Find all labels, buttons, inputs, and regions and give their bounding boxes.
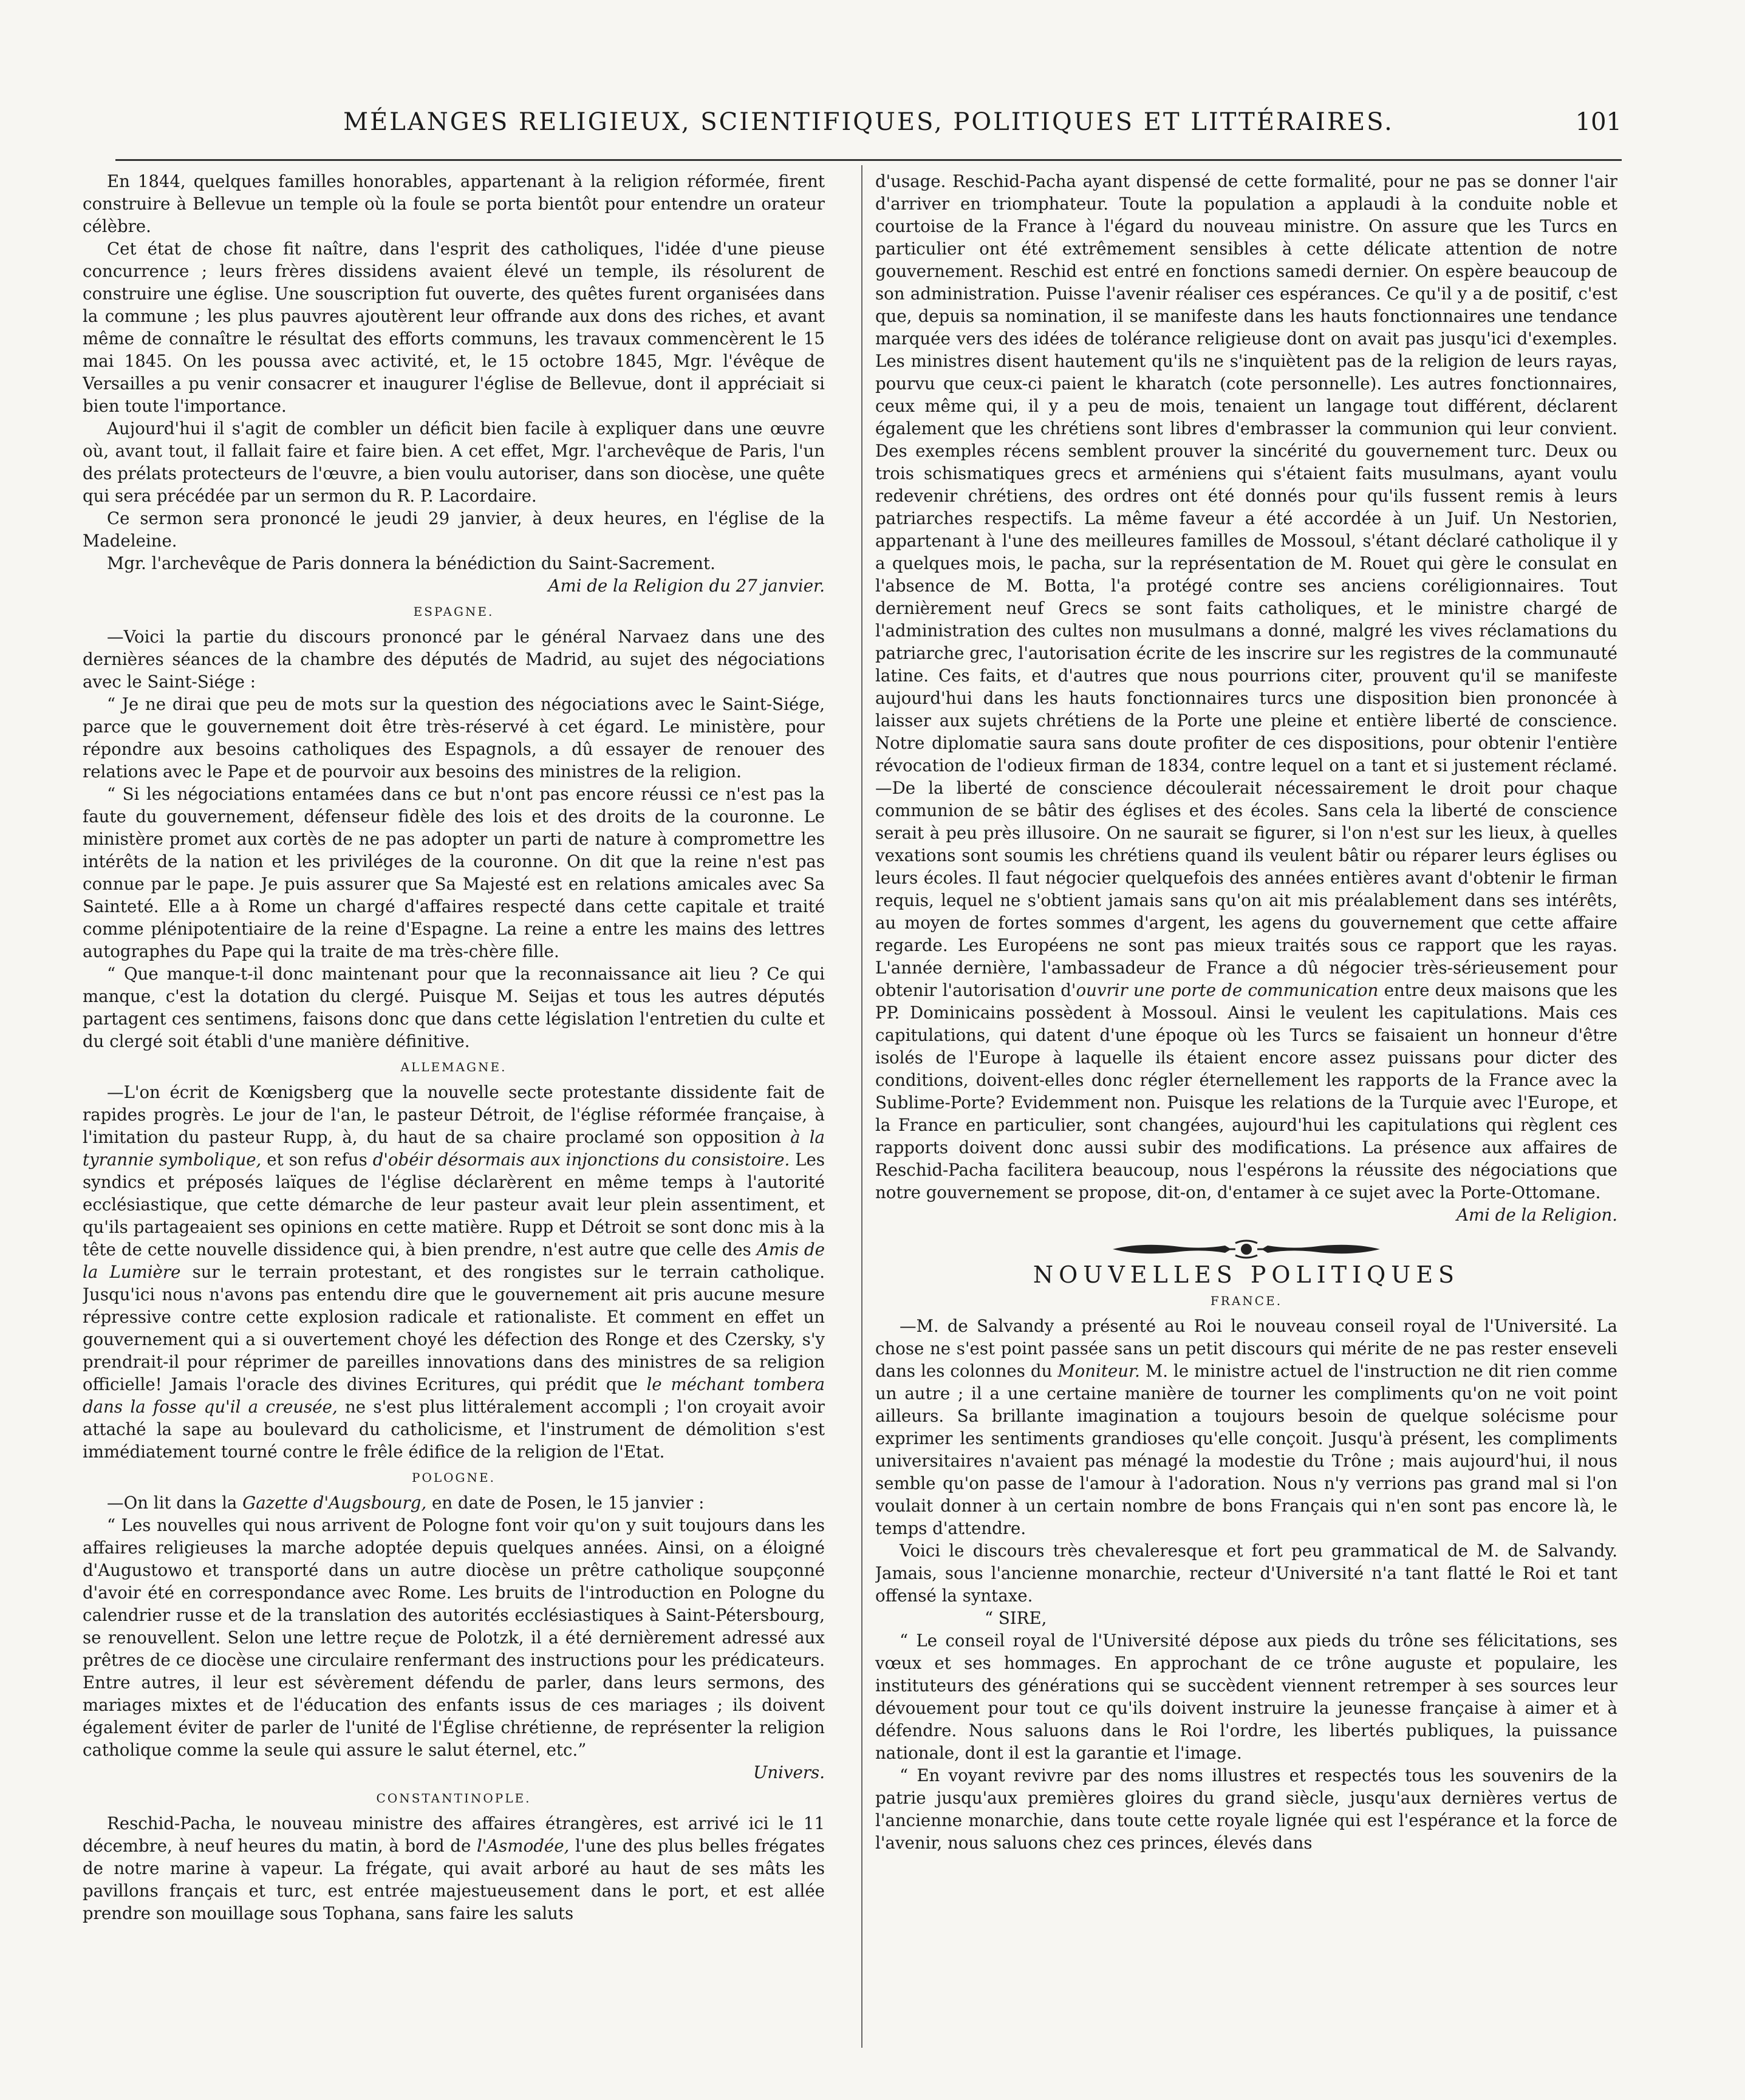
text-run: entre deux maisons que les PP. Dominicains possèdent à Mossoul. Ainsi le veulent les capitulations. Mais ces capitulations, qui datent d'une époque où les Turcs se faisaient un honneur d'être isolés de l'Europe à laquelle ils étaient encore assez puissans pour dicter des conditions, doivent-elles donc régler éternellement les rapports de la France avec la Sublime-Porte? Evidemment non. Puisque les relations de la Turquie avec l'Europe, et la France en particulier, sont changées, aujourd'hui les capitulations qui règlent ces rapports doivent donc aussi subir des modifications. La présence aux affaires de Reschid-Pacha facilitera beaucoup, nous l'espérons la réussite des négociations que notre gouvernement se propose, dit-on, d'entamer à ce sujet avec la Porte-Ottomane. [875, 980, 1617, 1202]
paragraph: Aujourd'hui il s'agit de combler un déficit bien facile à expliquer dans une œuvre où, avant tout, il fallait faire et faire bien. A cet effet, Mgr. l'archevêque de Paris, l'un des prélats protecteurs de l'œuvre, a bien voulu autoriser, dans son diocèse, une quête qui sera précédée par un sermon du R. P. Lacordaire. [83, 418, 825, 506]
text-run: Reschid-Pacha, le nouveau ministre des affaires étrangères, est arrivé ici le 11 décembre, à neuf heures du matin, à bord de [83, 1813, 825, 1856]
header-rule [115, 159, 1622, 161]
paragraph: “ Je ne dirai que peu de mots sur la question des négociations avec le Saint-Siége, parce que le gouvernement doit être très-réservé à cet égard. Le ministère, pour répondre aux besoins catholiques des Espagnols, a dû essayer de renouer des relations avec le Pape et de pourvoir aux besoins des ministres de la religion. [83, 694, 825, 782]
salutation: “ SIRE, [985, 1608, 1047, 1628]
text-run: et son refus [267, 1150, 367, 1170]
italic-run: Amis de la Lumière [83, 1239, 825, 1282]
paragraph: “ Si les négociations entamées dans ce but n'ont pas encore réussi ce n'est pas la faute du gouvernement, défenseur fidèle des lois et des droits de la couronne. Le ministère promet aux cortès de ne pas adopter un parti de nature à compromettre les intérêts de la nation et les priviléges de la couronne. On dit que la reine n'est pas connue par le pape. Je puis assurer que Sa Majesté est en relations amicales avec Sa Sainteté. Elle a à Rome un chargé d'affaires respecté dans cette capitale et traité comme plénipotentiaire de la reine d'Espagne. La reine a entre les mains des lettres autographes du Pape qui la traite de ma très-chère fille. [83, 784, 825, 961]
section-heading-nouvelles: NOUVELLES POLITIQUES [1033, 1261, 1460, 1288]
source-signature: Ami de la Religion. [1456, 1205, 1617, 1225]
italic-run: le méchant tombera dans la fosse qu'il a creusée, [83, 1374, 825, 1417]
page-header [115, 108, 1622, 151]
paragraph [83, 1081, 825, 1463]
paragraph: Voici le discours très chevaleresque et fort peu grammatical de M. de Salvandy. Jamais, sous l'ancienne monarchie, recteur d'Université n'a tant flatté le Roi et tant offensé la syntaxe. [875, 1541, 1617, 1606]
text-run: en date de Posen, le 15 janvier : [432, 1493, 705, 1513]
text-run: M. le ministre actuel de l'instruction ne dit rien comme un autre ; il a une certaine manière de tourner les compliments qu'on ne voit point ailleurs. Sa brillante imagination a toujours besoin de quelque solécisme pour exprimer les sentiments grandioses qu'elle conçoit. Jusqu'à présent, les compliments universitaires n'avaient pas ménagé la modestie du Trône ; mais aujourd'hui, il nous semble qu'on passe de l'amour à l'adoration. Nous n'y verrions pas grand mal si l'on voulait donner à un certain nombre de bons Français qui n'en sont pas encore là, le temps d'attendre. [875, 1361, 1617, 1538]
text-run: —M. de Salvandy a présenté au Roi le nouveau conseil royal de l'Université. La chose ne s'est point passée sans un petit discours qui mérite de ne pas rester enseveli dans les colonnes du [875, 1316, 1617, 1381]
section-heading-constantinople: CONSTANTINOPLE. [376, 1791, 531, 1805]
italic-run: à la tyrannie symbolique, [83, 1127, 825, 1170]
paragraph: En 1844, quelques familles honorables, appartenant à la religion réformée, firent construire à Bellevue un temple où la foule se porta bientôt pour entendre un orateur célèbre. [83, 171, 825, 236]
text-run: —On lit dans la [107, 1493, 237, 1513]
section-heading-france: FRANCE. [1210, 1294, 1283, 1308]
text-run: Les syndics et préposés laïques de l'église déclarèrent en même temps à l'autorité ecclésiastique, que cette démarche de leur pasteur avait leur plein assentiment, et qu'ils partageaient ses opinions en cette matière. Rupp et Détroit se sont donc mis à la tête de cette nouvelle dissidence qui, à bien prendre, n'est autre que celle des [83, 1150, 825, 1260]
running-title: MÉLANGES RELIGIEUX, SCIENTIFIQUES, POLITIQUES ET LITTÉRAIRES. [343, 108, 1394, 136]
italic-run: ouvrir une porte de communication [1076, 980, 1379, 1000]
section-heading-allemagne: ALLEMAGNE. [400, 1060, 507, 1074]
paragraph: Ce sermon sera prononcé le jeudi 29 janvier, à deux heures, en l'église de la Madeleine. [83, 508, 825, 551]
section-heading-espagne: ESPAGNE. [413, 604, 494, 619]
paragraph [83, 1491, 825, 1514]
paragraph: Mgr. l'archevêque de Paris donnera la bénédiction du Saint-Sacrement. [107, 553, 715, 573]
left-column [83, 170, 825, 2040]
source-signature: Univers. [753, 1762, 825, 1782]
text-run: l'une des plus belles frégates de notre marine à vapeur. La frégate, qui avait arboré au haut de ses mâts les pavillons français et turc, est entrée majestueusement dans le port, et est allée prendre son mouillage sous Tophana, sans faire les saluts [83, 1836, 825, 1923]
text-run: d'usage. Reschid-Pacha ayant dispensé de cette formalité, pour ne pas se donner l'air d'arriver en triomphateur. Toute la population a applaudi à la conduite noble et courtoise de la France à l'égard du nouveau ministre. On assure que les Turcs en particulier ont été extrêmement sensibles à cette délicate attention de notre gouvernement. Reschid est entré en fonctions samedi dernier. On espère beaucoup de son administration. Puisse l'avenir réaliser ces espérances. Ce qu'il y a de positif, c'est que, depuis sa nomination, il se manifeste dans les hauts fonctionnaires une tendance marquée vers des idées de tolérance religieuse dont on avait pas jusqu'ici d'exemples. Les ministres disent hautement qu'ils ne s'inquiètent pas de la religion de leurs rayas, pourvu que ceux-ci paient le kharatch (cote personnelle). Les autres fonctionnaires, ceux même qui, il y a peu de mois, tenaient un langage tout différent, déclarent également que les chrétiens sont libres d'embrasser la communion qui leur convient. Des exemples récens semblent prouver la sincérité du gouvernement turc. Deux ou trois schismatiques grecs et arméniens qui s'étaient faits musulmans, ayant voulu redevenir chrétiens, des ordres ont été donnés pour qu'ils fussent remis à leurs patriarches respectifs. La même faveur a été accordée à un Juif. Un Nestorien, appartenant à l'une des meilleures familles de Mossoul, s'étant déclaré catholique il y a quelques mois, le pacha, sur la représentation de M. Rouet qui gère le consulat en l'absence de M. Botta, l'a protégé contre ses anciens coréligionnaires. Tout dernièrement neuf Grecs se sont faits catholiques, et le ministre chargé de l'administration des cultes non musulmans a donné, malgré les vives réclamations du patriarche grec, l'autorisation écrite de les inscrire sur les registres de la communauté latine. Ces faits, et d'autres que nous pourrions citer, prouvent qu'il se manifeste aujourd'hui dans les hauts fonctionnaires turcs une disposition bien prononcée à laisser aux sujets chrétiens de la Porte une pleine et entière liberté de conscience. Notre diplomatie saura sans doute profiter de ces dispositions, pour obtenir l'entière révocation de l'odieux firman de 1834, contre lequel on a tant et si justement réclamé.—De la liberté de conscience découlerait nécessairement le droit pour chaque communion de se bâtir des églises et des écoles. Sans cela la liberté de conscience serait à peu près illusoire. On ne saurait se figurer, si l'on n'est sur les lieux, à quelles vexations sont soumis les chrétiens quand ils veulent bâtir ou réparer leurs églises ou leurs écoles. Il faut négocier quelquefois des années entières avant d'obtenir le firman requis, lequel ne s'obtient jamais sans qu'on ait mis préalablement dans ses intérêts, au moyen de fortes sommes d'argent, les agens du gouvernement que cette affaire regarde. Les Européens ne sont pas mieux traités sous ce rapport que les rayas. L'année dernière, l'ambassadeur de France a dû négocier très-sérieusement pour obtenir l'autorisation d' [875, 171, 1617, 1000]
fleuron-ornament-icon [1107, 1238, 1386, 1260]
italic-run: Gazette d'Augsbourg, [242, 1493, 427, 1513]
source-signature: Ami de la Religion du 27 janvier. [548, 576, 825, 596]
paragraph [875, 170, 1617, 1204]
ornament-divider [875, 1238, 1617, 1260]
paragraph: “ Les nouvelles qui nous arrivent de Pologne font voir qu'on y suit toujours dans les affaires religieuses la marche adoptée depuis quelques années. Ainsi, on a éloigné d'Augustowo et transporté dans un autre diocèse un prêtre catholique soupçonné d'avoir été en correspondance avec Rome. Les bruits de l'introduction en Pologne du calendrier russe et de la translation des autorités ecclésiastiques à Saint-Pétersbourg, se renouvellent. Selon une lettre reçue de Polotzk, il a été dernièrement adressé aux prêtres de ce diocèse une circulaire renfermant des instructions pour les prédicateurs. Entre autres, il leur est sévèrement défendu de parler, dans leurs sermons, des mariages mixtes et de l'éducation des enfants issus de ces mariages ; ils doivent également éviter de parler de l'unité de l'Église chrétienne, de représenter la religion catholique comme la seule qui assure le salut éternel, etc.” [83, 1515, 825, 1760]
text-run: sur le terrain protestant, et des rongistes sur le terrain catholique. Jusqu'ici nous n'avons pas entendu dire que le gouvernement ait pris aucune mesure répressive contre cette explosion radicale et rationaliste. Et comment en effet un gouvernement qui a si ouvertement choyé les défection des Ronge et des Czersky, s'y prendrait-il pour réprimer de pareilles innovations dans des ministres de sa religion officielle! Jamais l'oracle des divines Ecritures, qui prédit que [83, 1262, 825, 1394]
column-divider [861, 165, 862, 2048]
paragraph [875, 1315, 1617, 1539]
paragraph: —Voici la partie du discours prononcé par le général Narvaez dans une des dernières séances de la chambre des députés de Madrid, au sujet des négociations avec le Saint-Siége : [83, 627, 825, 692]
paragraph: “ Le conseil royal de l'Université dépose aux pieds du trône ses félicitations, ses vœux et ses hommages. En approchant de ce trône auguste et populaire, les instituteurs des générations qui se succèdent viennent retremper à ses sources leur dévouement pour tout ce qu'ils doivent instruire la jeunesse française à aimer et à défendre. Nous saluons dans le Roi l'ordre, les libertés publiques, la puissance nationale, dont il est la garantie et l'image. [875, 1631, 1617, 1763]
section-heading-pologne: POLOGNE. [412, 1470, 496, 1485]
italic-run: l'Asmodée, [476, 1836, 570, 1856]
paragraph: Cet état de chose fit naître, dans l'esprit des catholiques, l'idée d'une pieuse concurrence ; leurs frères dissidens avaient élevé un temple, ils résolurent de construire une église. Une souscription fut ouverte, des quêtes furent organisées dans la commune ; les plus pauvres ajoutèrent leur offrande aux dons des riches, et avant même de connaître le résultat des efforts communs, les travaux commencèrent le 15 mai 1845. On les poussa avec activité, et, le 15 octobre 1845, Mgr. l'évêque de Versailles a pu venir consacrer et inaugurer l'église de Bellevue, dont il appréciait si bien toute l'importance. [83, 239, 825, 416]
paragraph [83, 1812, 825, 1924]
right-column [875, 170, 1617, 2040]
text-run: —L'on écrit de Kœnigsberg que la nouvelle secte protestante dissidente fait de rapides progrès. Le jour de l'an, le pasteur Détroit, de l'église réformée française, à l'imitation du pasteur Rupp, à, du haut de sa chaire proclamé son opposition [83, 1082, 825, 1147]
text-run: ne s'est plus littéralement accompli ; l'on croyait avoir attaché la sape au boulevard du catholicisme, et l'instrument de démolition s'est immédiatement tourné contre le frêle édifice de la religion de l'Etat. [83, 1397, 825, 1462]
italic-run: d'obéir désormais aux injonctions du consistoire. [372, 1150, 790, 1170]
italic-run: Moniteur. [1057, 1361, 1140, 1381]
paragraph: “ Que manque-t-il donc maintenant pour que la reconnaissance ait lieu ? Ce qui manque, c'est la dotation du clergé. Puisque M. Seijas et tous les autres députés partagent ces sentimens, faisons donc que dans cette législation l'entretien du culte et du clergé soit établi d'une manière définitive. [83, 964, 825, 1051]
page-number: 101 [1575, 108, 1622, 136]
paragraph: “ En voyant revivre par des noms illustres et respectés tous les souvenirs de la patrie jusqu'aux premières gloires du grand siècle, jusqu'aux dernières vertus de l'ancienne monarchie, dans toute cette royale lignée qui est l'espérance et la force de l'avenir, nous saluons chez ces princes, élevés dans [875, 1765, 1617, 1853]
